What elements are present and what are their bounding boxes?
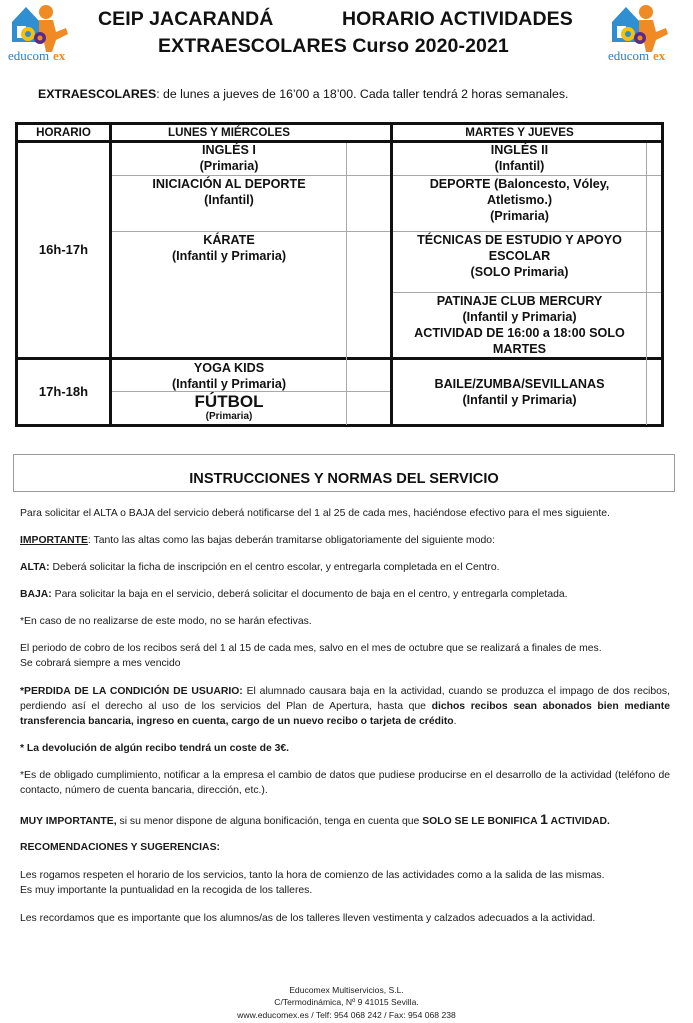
bonifica-activity: ACTIVIDAD. <box>547 816 610 827</box>
page-title-line1: HORARIO ACTIVIDADES <box>342 8 573 30</box>
activity-futbol <box>112 392 346 424</box>
activity-level: (Primaria) <box>199 159 259 173</box>
time-slot-17-18: 17h-18h <box>38 384 89 399</box>
educomex-logo-icon <box>6 2 78 66</box>
activity-name: TÉCNICAS DE ESTUDIO Y APOYO <box>417 233 622 247</box>
activity-name-cont: ESCOLAR <box>488 249 551 263</box>
footer-contact: www.educomex.es / Telf: 954 068 242 / Fax: 954 068 238 <box>237 1009 456 1020</box>
svg-text:ex: ex <box>653 48 666 63</box>
time-slot-16-17: 16h-17h <box>38 242 89 257</box>
activity-name: BAILE/ZUMBA/SEVILLANAS <box>434 377 605 391</box>
activity-tecnicas-estudio <box>393 232 646 292</box>
paragraph-periodo-cobro <box>20 641 670 671</box>
activity-yoga-kids <box>112 360 346 391</box>
activity-name: INICIACIÓN AL DEPORTE <box>152 177 306 191</box>
page-title-line2: EXTRAESCOLARES Curso 2020-2021 <box>158 35 509 57</box>
devolucion-text: * La devolución de algún recibo tendrá un coste de 3€. <box>20 743 290 754</box>
baja-text: Para solicitar la baja en el servicio, deberá solicitar el documento de baja en el centro, y entregarla completada. <box>51 589 568 600</box>
paragraph-vestimenta: Les recordamos que es importante que los alumnos/as de los talleres lleven vestimenta y calzados adecuados a la actividad. <box>20 913 596 924</box>
paragraph-no-efectivas: *En caso de no realizarse de este modo, no se harán efectivas. <box>20 616 312 627</box>
activity-note: ACTIVIDAD DE 16:00 a 18:00 SOLO <box>414 326 625 340</box>
instructions-title-box <box>13 454 675 492</box>
header-martes-jueves: MARTES Y JUEVES <box>465 125 574 139</box>
header-horario: HORARIO <box>36 125 91 139</box>
activity-name: INGLÉS I <box>202 143 256 157</box>
paragraph-cambio-datos: *Es de obligado cumplimiento, notificar a la empresa el cambio de datos que pudiese producirse en el desarrollo de la actividad (teléfono de contacto, número de cuenta bancaria, dirección, etc.). <box>20 770 670 796</box>
activity-name-cont: Atletismo.) <box>486 193 553 207</box>
activity-iniciacion-deporte <box>112 176 346 231</box>
muy-importante-label: MUY IMPORTANTE, <box>20 816 117 827</box>
paragraph-importante <box>20 533 670 548</box>
activity-name: YOGA KIDS <box>193 361 265 375</box>
paragraph-alta-baja-period: Para solicitar el ALTA o BAJA del servicio deberá notificarse del 1 al 25 de cada mes, haciéndose efectivo para el mes siguiente. <box>20 508 610 519</box>
alta-label: ALTA: <box>20 562 50 573</box>
activity-karate <box>112 232 346 357</box>
educomex-logo-left <box>6 2 78 66</box>
activity-level: (Primaria) <box>490 209 549 223</box>
activity-note-cont: MARTES <box>492 342 547 356</box>
paragraph-respeten-horario <box>20 868 670 898</box>
perdida-text: El alumnado causara baja en la actividad, cuando se produzca el impago de dos recibos, perdiendo así el derecho al uso de los servicios del Plan de Apertura, hasta que <box>20 686 670 712</box>
activity-level: (SOLO Primaria) <box>470 265 569 279</box>
activity-name: INGLÉS II <box>490 143 549 157</box>
perdida-label: *PERDIDA DE LA CONDICIÓN DE USUARIO: <box>20 686 243 697</box>
activity-level: (Infantil y Primaria) <box>462 310 577 324</box>
svg-text:educom: educom <box>608 48 650 63</box>
periodo-cobro-line1: El periodo de cobro de los recibos será del 1 al 15 de cada mes, salvo en el mes de octubre que se realizará a finales de mes. <box>20 643 602 654</box>
activity-level: (Infantil) <box>494 159 545 173</box>
importante-label: IMPORTANTE <box>20 535 88 546</box>
paragraph-muy-importante <box>20 812 670 829</box>
paragraph-recomendaciones-title <box>20 840 670 855</box>
activity-name: DEPORTE (Baloncesto, Vóley, <box>429 177 610 191</box>
bonifica-text: SOLO SE LE BONIFICA <box>422 816 541 827</box>
recomendaciones-title: RECOMENDACIONES Y SUGERENCIAS: <box>20 842 220 853</box>
svg-text:educom: educom <box>8 48 50 63</box>
paragraph-baja <box>20 587 670 602</box>
activity-ingles-i <box>112 142 346 175</box>
activity-patinaje <box>393 293 646 357</box>
footer <box>0 984 693 1021</box>
activity-deporte <box>393 176 646 231</box>
paragraph-perdida-condicion <box>20 684 670 729</box>
bonifica-number: 1 <box>540 811 548 827</box>
intro-label: EXTRAESCOLARES <box>38 87 157 101</box>
educomex-logo-right <box>606 2 678 66</box>
importante-text: : Tanto las altas como las bajas deberán tramitarse obligatoriamente del siguiente modo: <box>87 535 495 546</box>
intro-body: : de lunes a jueves de 16’00 a 18’00. Cada taller tendrá 2 horas semanales. <box>156 87 569 101</box>
educomex-logo-icon <box>606 2 678 66</box>
instructions-title: INSTRUCCIONES Y NORMAS DEL SERVICIO <box>189 471 499 487</box>
respeten-horario-line2: Es muy importante la puntualidad en la recogida de los talleres. <box>20 885 313 896</box>
footer-company: Educomex Multiservicios, S.L. <box>289 985 404 995</box>
activity-name: PATINAJE CLUB MERCURY <box>436 294 603 308</box>
baja-label: BAJA: <box>20 589 52 600</box>
perdida-bold: dichos recibos sean abonados bien mediante transferencia bancaria, ingreso en cuenta, cargo de un nuevo recibo o tarjeta de crédito <box>20 701 670 727</box>
footer-address: C/Termodinámica, Nº 9 41015 Sevilla. <box>274 997 419 1008</box>
perdida-end: . <box>453 716 457 727</box>
activity-level: (Infantil y Primaria) <box>462 393 577 407</box>
activity-name: KÁRATE <box>203 233 255 247</box>
muy-importante-text: si su menor dispone de alguna bonificación, tenga en cuenta que <box>116 816 423 827</box>
activity-level: (Infantil) <box>204 193 254 207</box>
activity-baile-zumba-sevillanas <box>393 360 646 424</box>
alta-text: Deberá solicitar la ficha de inscripción en el centro escolar, y entregarla completada en el Centro. <box>49 562 500 573</box>
activity-level: (Infantil y Primaria) <box>171 377 287 391</box>
schedule-table <box>15 122 664 426</box>
paragraph-devolucion <box>20 741 670 756</box>
activity-ingles-ii <box>393 142 646 175</box>
svg-text:ex: ex <box>53 48 66 63</box>
respeten-horario-line1: Les rogamos respeten el horario de los servicios, tanto la hora de comienzo de las actividades como a la salida de las mismas. <box>20 870 605 881</box>
school-name: CEIP JACARANDÁ <box>98 8 274 30</box>
periodo-cobro-line2: Se cobrará siempre a mes vencido <box>20 658 181 669</box>
header-lunes-miercoles: LUNES Y MIÉRCOLES <box>168 125 290 139</box>
intro-text <box>38 87 568 101</box>
activity-level: (Primaria) <box>205 411 253 422</box>
activity-name: FÚTBOL <box>194 392 264 411</box>
paragraph-alta <box>20 560 670 575</box>
activity-level: (Infantil y Primaria) <box>171 249 287 263</box>
